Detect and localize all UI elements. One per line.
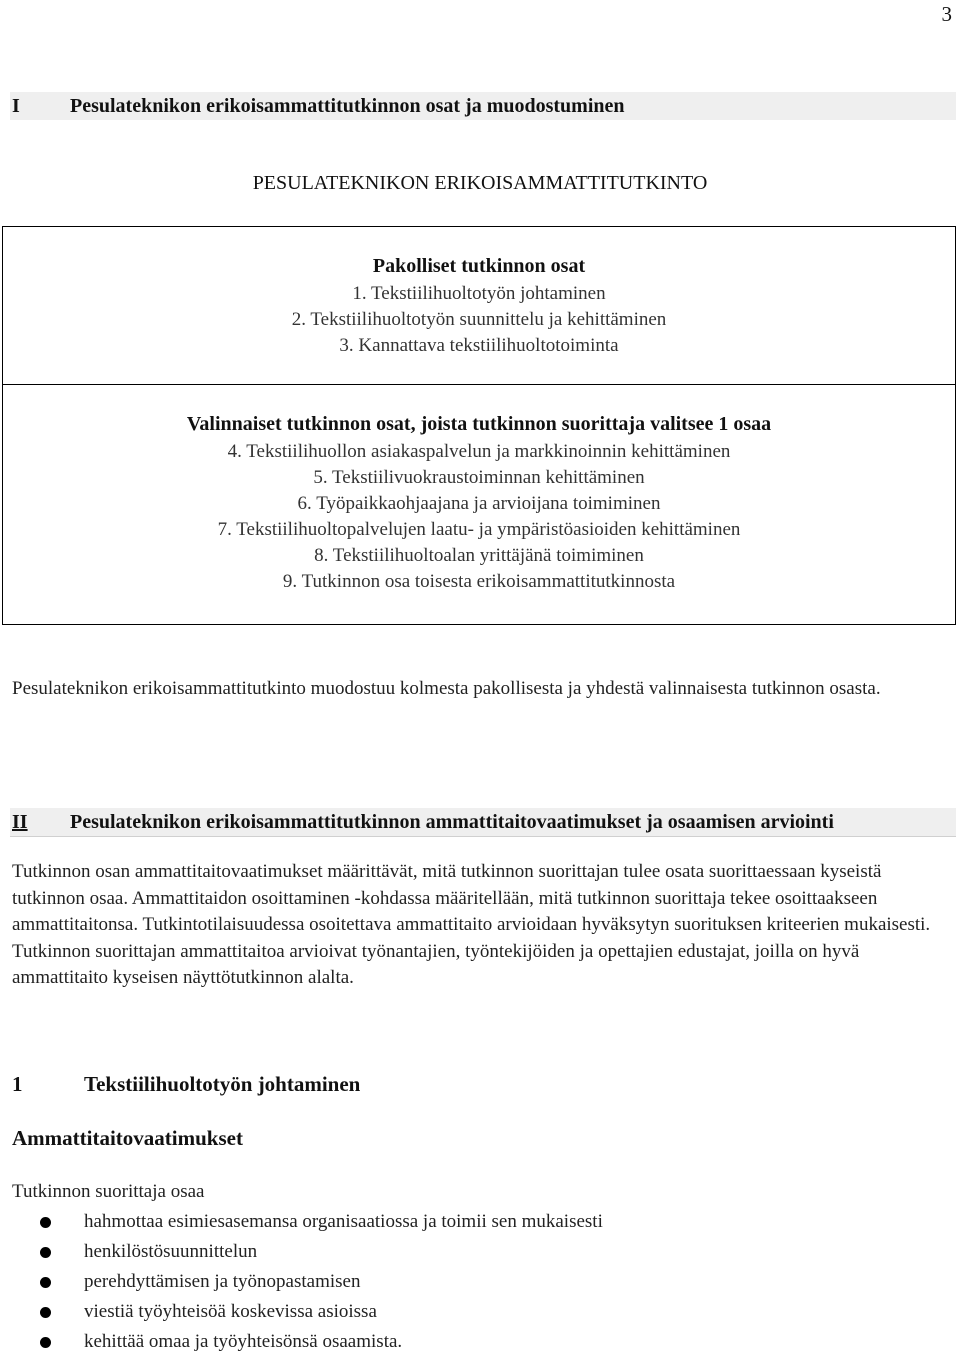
bullet-icon bbox=[40, 1337, 51, 1348]
page-number: 3 bbox=[941, 2, 952, 26]
bullet-icon bbox=[40, 1217, 51, 1228]
list-item: 2. Tekstiilihuoltotyön suunnittelu ja kehittäminen bbox=[291, 309, 667, 330]
list-item bbox=[0, 1327, 603, 1357]
optional-units-box bbox=[2, 384, 956, 625]
list-item-text: viestiä työyhteisöä koskevissa asioissa bbox=[84, 1301, 377, 1322]
section-heading-1 bbox=[10, 92, 956, 120]
mandatory-units-list bbox=[3, 281, 955, 359]
list-item bbox=[0, 1207, 603, 1237]
mandatory-units-box bbox=[2, 226, 956, 385]
list-item bbox=[0, 1297, 603, 1327]
bullet-icon bbox=[40, 1247, 51, 1258]
list-item: 7. Tekstiilihuoltopalvelujen laatu- ja ympäristöasioiden kehittäminen bbox=[217, 519, 741, 540]
requirements-heading: Ammattitaitovaatimukset bbox=[12, 1126, 243, 1150]
qualification-heading: PESULATEKNIKON ERIKOISAMMATTITUTKINTO bbox=[252, 172, 708, 194]
composition-paragraph: Pesulateknikon erikoisammattitutkinto muodostuu kolmesta pakollisesta ja yhdestä valinnaisesta tutkinnon osasta. bbox=[12, 678, 881, 699]
list-item: 5. Tekstiilivuokraustoiminnan kehittäminen bbox=[313, 467, 645, 488]
section-number: I bbox=[12, 95, 20, 117]
list-item bbox=[0, 1267, 603, 1297]
list-item: 4. Tekstiilihuollon asiakaspalvelun ja markkinoinnin kehittäminen bbox=[227, 441, 731, 462]
mandatory-units-heading: Pakolliset tutkinnon osat bbox=[372, 255, 586, 277]
section-title: Pesulateknikon erikoisammattitutkinnon ammattitaitovaatimukset ja osaamisen arviointi bbox=[70, 811, 834, 833]
list-item: 9. Tutkinnon osa toisesta erikoisammattitutkinnosta bbox=[282, 571, 676, 592]
unit-number: 1 bbox=[12, 1072, 23, 1096]
section-title: Pesulateknikon erikoisammattitutkinnon osat ja muodostuminen bbox=[70, 95, 625, 117]
list-item-text: henkilöstösuunnittelun bbox=[84, 1241, 258, 1262]
bullet-icon bbox=[40, 1307, 51, 1318]
list-item: 1. Tekstiilihuoltotyön johtaminen bbox=[352, 283, 606, 304]
list-item: 3. Kannattava tekstiilihuoltotoiminta bbox=[339, 335, 619, 356]
list-item: 8. Tekstiilihuoltoalan yrittäjänä toimiminen bbox=[314, 545, 644, 566]
list-item: 6. Työpaikkaohjaajana ja arvioijana toimiminen bbox=[297, 493, 661, 514]
list-item bbox=[0, 1237, 603, 1267]
unit-title: Tekstiilihuoltotyön johtaminen bbox=[84, 1072, 361, 1096]
assessment-paragraph: Tutkinnon osan ammattitaitovaatimukset määrittävät, mitä tutkinnon suorittajan tulee osata suorittaessaan kyseistä tutkinnon osaa. Ammattitaidon osoittaminen -kohdassa määritellään, mitä tutkinnon suorittaja tekee osoittaakseen ammattitaitonsa. Tutkintotilaisuudessa osoitettava ammattitaito arvioidaan hyväksytyn suorituksen kriteerien mukaisesti. Tutkinnon suorittajan ammattitaitoa arvioivat työnantajien, työntekijöiden ja opettajien edustajat, joilla on hyvä ammattitaito kyseisen näyttötutkinnon alalta. bbox=[12, 861, 931, 988]
optional-units-list bbox=[3, 439, 955, 595]
optional-units-heading: Valinnaiset tutkinnon osat, joista tutkinnon suorittaja valitsee 1 osaa bbox=[186, 413, 772, 435]
section-heading-2 bbox=[10, 808, 956, 837]
requirements-lead: Tutkinnon suorittaja osaa bbox=[12, 1181, 205, 1202]
list-item-text: perehdyttämisen ja työnopastamisen bbox=[84, 1271, 361, 1292]
bullet-icon bbox=[40, 1277, 51, 1288]
requirements-list bbox=[0, 1207, 603, 1357]
list-item-text: kehittää omaa ja työyhteisönsä osaamista. bbox=[84, 1331, 403, 1352]
list-item-text: hahmottaa esimiesasemansa organisaatiossa ja toimii sen mukaisesti bbox=[84, 1211, 603, 1232]
section-number: II bbox=[12, 811, 28, 833]
